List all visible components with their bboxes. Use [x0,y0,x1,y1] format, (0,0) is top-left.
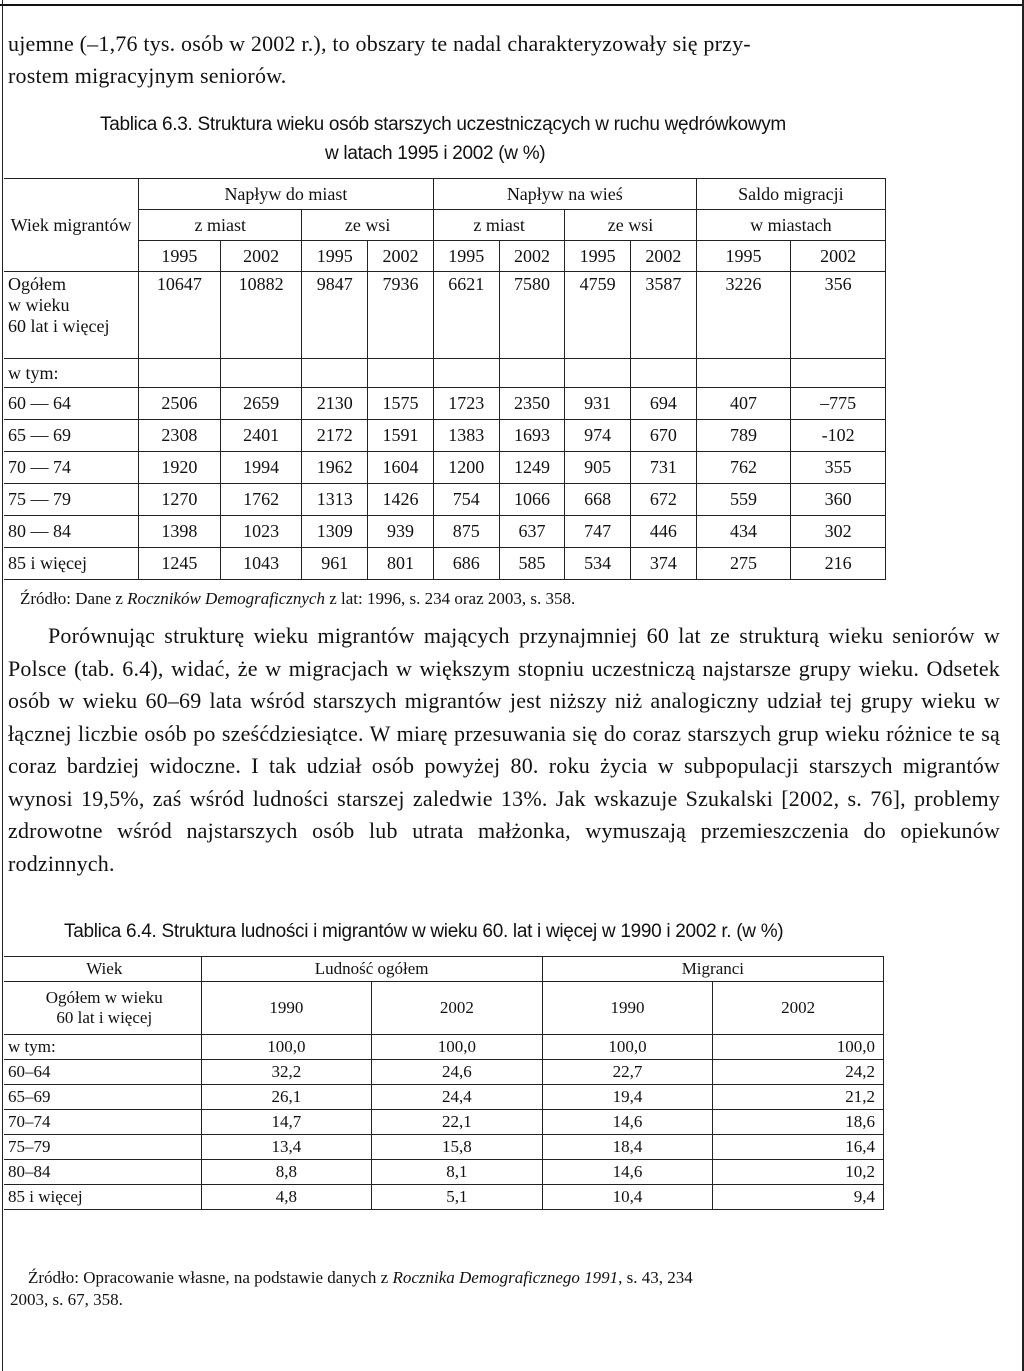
table-row [4,1035,884,1060]
header-group: Migranci [542,957,883,982]
value-cell: 5,1 [372,1185,543,1210]
row-label: 75 — 79 [4,484,139,516]
year-cell: 1995 [565,241,631,272]
paragraph-text: Porównując strukturę wieku migrantów mających przynajmniej 60 lat ze strukturą wieku seniorów w Polsce (tab. 6.4), widać, że w migracjach w większym stopniu uczestniczą najstarsze grupy wieku. Odsetek osób w wieku 60–69 lata wśród starszych migrantów jest niższy niż analogiczny udział tej grupy wieku w łącznej liczbie osób po sześćdziesiątce. W miarę przesuwania się do coraz starszych grup wieku różnice te są coraz bardziej widoczne. I tak udział osób powyżej 80. roku życia w subpopulacji starszych migrantów wynosi 19,5%, zaś wśród ludności starszej zaledwie 13%. Jak wskazuje Szukalski [2002, s. 76], problemy zdrowotne wśród najstarszych osób lub utrata małżonka, wymuszają przemieszczenia do opiekunów rodzinnych. [8,623,1000,876]
row-label: 75–79 [4,1135,201,1160]
paragraph-body [8,620,1000,880]
value-cell: 694 [631,388,697,420]
value-cell: 15,8 [372,1135,543,1160]
header-ogolem-line: Ogółem w wieku [45,988,163,1007]
value-cell: 2350 [499,388,565,420]
value-cell: 534 [565,548,631,580]
value-cell: 2401 [220,420,302,452]
row-label [4,272,139,359]
header-ogolem [4,982,201,1035]
value-cell: 939 [368,516,434,548]
paragraph-continued [8,28,1008,92]
caption-line: Tablica 6.3. Struktura wieku osób starszych uczestniczących w ruchu wędrówkowym [100,114,786,135]
value-cell: 668 [565,484,631,516]
value-cell: 1245 [139,548,221,580]
value-cell: 18,6 [713,1110,884,1135]
table2-body [4,1035,884,1210]
header-sub: ze wsi [302,210,433,241]
value-cell: 670 [631,420,697,452]
value-cell: 100,0 [201,1035,372,1060]
value-cell: 360 [791,484,886,516]
value-cell: 24,6 [372,1060,543,1085]
row-label: 65–69 [4,1085,201,1110]
value-cell: 1920 [139,452,221,484]
table-row [4,1135,884,1160]
value-cell: 356 [791,272,886,359]
year-cell: 1995 [302,241,368,272]
value-cell: 6621 [433,272,499,359]
source-suffix: , s. 43, 234 [618,1268,693,1287]
table-row [4,516,886,548]
header-group: Napływ do miast [139,179,434,210]
table-row [4,1060,884,1085]
source-suffix: z lat: 1996, s. 234 oraz 2003, s. 358. [324,589,576,608]
value-cell: 19,4 [542,1085,713,1110]
top-rule [0,4,1024,6]
value-cell: 9847 [302,272,368,359]
value-cell: 747 [565,516,631,548]
value-cell: 1249 [499,452,565,484]
row-label-line: 60 lat i więcej [8,316,110,336]
row-label: 60–64 [4,1060,201,1085]
value-cell: 1383 [433,420,499,452]
row-label: 80–84 [4,1160,201,1185]
value-cell: 14,7 [201,1110,372,1135]
year-cell: 2002 [791,241,886,272]
table-row [4,388,886,420]
value-cell: 355 [791,452,886,484]
value-cell: 974 [565,420,631,452]
value-cell: 14,6 [542,1160,713,1185]
value-cell: 407 [696,388,791,420]
value-cell: 3226 [696,272,791,359]
table2-source [10,1267,1008,1311]
source-prefix: Źródło: Dane z [20,589,128,608]
header-group: Saldo migracji [696,179,885,210]
value-cell: 3587 [631,272,697,359]
value-cell: 731 [631,452,697,484]
value-cell: 754 [433,484,499,516]
value-cell: 7936 [368,272,434,359]
value-cell: 1962 [302,452,368,484]
value-cell: 14,6 [542,1110,713,1135]
row-label: w tym: [4,1035,201,1060]
row-label: 65 — 69 [4,420,139,452]
value-cell: 216 [791,548,886,580]
value-cell: 2506 [139,388,221,420]
value-cell: 1604 [368,452,434,484]
value-cell: 1309 [302,516,368,548]
value-cell: 434 [696,516,791,548]
year-cell: 2002 [372,982,543,1035]
table-row [4,548,886,580]
value-cell: –775 [791,388,886,420]
value-cell: 8,1 [372,1160,543,1185]
value-cell: 100,0 [542,1035,713,1060]
value-cell: 4759 [565,272,631,359]
value-cell: 1200 [433,452,499,484]
header-group: Napływ na wieś [433,179,696,210]
value-cell: 2659 [220,388,302,420]
header-wiek: Wiek [4,957,201,982]
value-cell: 585 [499,548,565,580]
row-label: 85 i więcej [4,1185,201,1210]
source-line2: 2003, s. 67, 358. [10,1290,123,1309]
table-row [4,1160,884,1185]
year-cell: 1995 [696,241,791,272]
value-cell: 672 [631,484,697,516]
table1-source [20,588,575,610]
value-cell: 2308 [139,420,221,452]
value-cell: 1313 [302,484,368,516]
value-cell: 16,4 [713,1135,884,1160]
year-cell: 1995 [139,241,221,272]
value-cell: 801 [368,548,434,580]
header-wiek-migrantow: Wiek migrantów [4,179,139,272]
row-label: 70 — 74 [4,452,139,484]
value-cell: 1994 [220,452,302,484]
header-sub: z miast [433,210,564,241]
header-sub: z miast [139,210,302,241]
value-cell: 559 [696,484,791,516]
value-cell: 1426 [368,484,434,516]
table-row [4,420,886,452]
year-cell: 2002 [368,241,434,272]
value-cell: 1398 [139,516,221,548]
value-cell: 1693 [499,420,565,452]
value-cell: 24,2 [713,1060,884,1085]
value-cell: 875 [433,516,499,548]
value-cell: 10882 [220,272,302,359]
year-cell: 1995 [433,241,499,272]
value-cell: 22,7 [542,1060,713,1085]
value-cell: 13,4 [201,1135,372,1160]
value-cell: 7580 [499,272,565,359]
value-cell: 32,2 [201,1060,372,1085]
header-sub: ze wsi [565,210,696,241]
value-cell: 275 [696,548,791,580]
source-title: Rocznika Demograficznego 1991 [392,1268,619,1287]
value-cell: 1723 [433,388,499,420]
value-cell: 21,2 [713,1085,884,1110]
value-cell: 931 [565,388,631,420]
source-prefix: Źródło: Opracowanie własne, na podstawie danych z [28,1268,393,1287]
row-label: 70–74 [4,1110,201,1135]
value-cell: 100,0 [713,1035,884,1060]
value-cell: 1591 [368,420,434,452]
row-label: 60 — 64 [4,388,139,420]
year-cell: 2002 [631,241,697,272]
value-cell: 302 [791,516,886,548]
year-cell: 1990 [542,982,713,1035]
value-cell: 905 [565,452,631,484]
value-cell: 762 [696,452,791,484]
value-cell: 100,0 [372,1035,543,1060]
table-row [4,1185,884,1210]
value-cell: -102 [791,420,886,452]
value-cell: 1762 [220,484,302,516]
value-cell: 1270 [139,484,221,516]
table1-body [4,388,886,580]
row-label: w tym: [4,359,139,388]
value-cell: 1066 [499,484,565,516]
value-cell: 26,1 [201,1085,372,1110]
value-cell: 1043 [220,548,302,580]
value-cell: 1575 [368,388,434,420]
value-cell: 637 [499,516,565,548]
value-cell: 686 [433,548,499,580]
table-row [4,484,886,516]
source-title: Roczników Demograficznych [127,589,325,608]
row-label: 85 i więcej [4,548,139,580]
year-cell: 1990 [201,982,372,1035]
table-row [4,1085,884,1110]
value-cell: 24,4 [372,1085,543,1110]
value-cell: 2130 [302,388,368,420]
value-cell: 18,4 [542,1135,713,1160]
value-cell: 8,8 [201,1160,372,1185]
table-population-migrants-structure [4,956,884,1210]
paragraph-line: rostem migracyjnym seniorów. [8,63,287,88]
table-row-w-tym [4,359,886,388]
value-cell: 374 [631,548,697,580]
year-cell: 2002 [499,241,565,272]
header-sub: w miastach [696,210,885,241]
caption-line: w latach 1995 i 2002 (w %) [325,143,546,164]
row-label-line: w wieku [8,295,70,315]
value-cell: 446 [631,516,697,548]
value-cell: 10,2 [713,1160,884,1185]
value-cell: 1023 [220,516,302,548]
value-cell: 789 [696,420,791,452]
header-ogolem-line: 60 lat i więcej [56,1008,153,1027]
value-cell: 961 [302,548,368,580]
year-cell: 2002 [713,982,884,1035]
row-label: 80 — 84 [4,516,139,548]
table-row [4,452,886,484]
value-cell: 10647 [139,272,221,359]
left-edge-line [2,0,3,1371]
value-cell: 9,4 [713,1185,884,1210]
table-age-structure-migrants [4,178,886,580]
paragraph-line: ujemne (–1,76 tys. osób w 2002 r.), to obszary te nadal charakteryzowały się przy- [8,31,751,56]
header-group: Ludność ogółem [201,957,542,982]
table1-caption [100,110,920,168]
table-row-ogolem [4,272,886,359]
value-cell: 22,1 [372,1110,543,1135]
value-cell: 10,4 [542,1185,713,1210]
row-label-line: Ogółem [8,274,66,294]
table2-caption: Tablica 6.4. Struktura ludności i migrantów w wieku 60. lat i więcej w 1990 i 2002 r. (w %) [64,921,784,942]
value-cell: 2172 [302,420,368,452]
table-row [4,1110,884,1135]
year-cell: 2002 [220,241,302,272]
value-cell: 4,8 [201,1185,372,1210]
